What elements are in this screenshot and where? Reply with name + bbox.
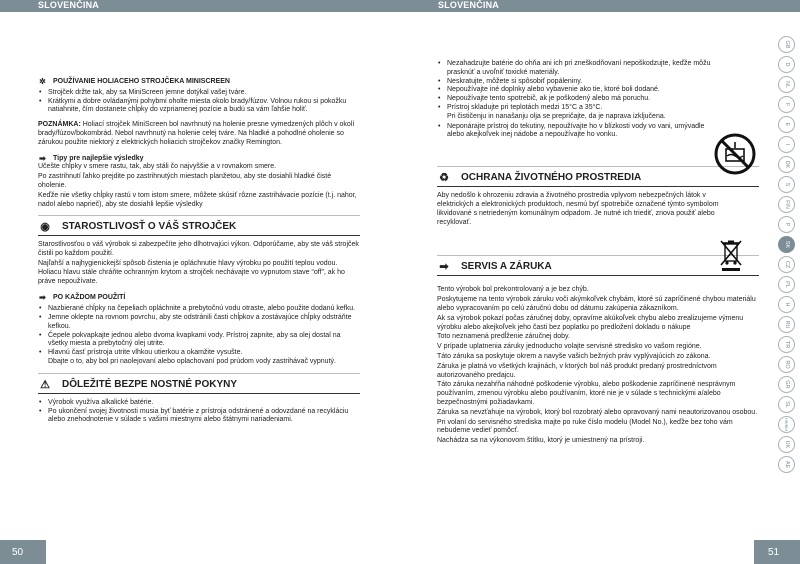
list-item: • Nepoužívajte tento spotrebič, ak je poškodený alebo má poruchu. (437, 95, 737, 104)
language-tab[interactable]: D (778, 56, 795, 73)
language-tab[interactable]: P (778, 216, 795, 233)
list-item: • Nazbierané chĺpky na čepeliach opláchnite a prebytočnú vodu otraste, alebo použite dodanú kefku. (38, 305, 360, 314)
list-item: • Nepoužívajte iné doplnky alebo vybavenie ako tie, ktoré boli dodané. (437, 86, 737, 95)
language-tab[interactable]: SL (778, 396, 795, 413)
service-line: Nachádza sa na výkonovom štítku, ktorý je umiestnený na prístroji. (437, 437, 645, 445)
divider (437, 166, 759, 167)
list-item: • Jemne oklepte na rovnom povrchu, aby ste odstránili časti chĺpkov a zostávajúce chĺpky odstráňte kefkou. (38, 314, 360, 332)
after-each-extra: Dbajte o to, aby bol pri naolejovaní alebo oplachovaní pod prúdom vody zastrihávač vypnutý. (48, 357, 336, 365)
header-bar-left (0, 0, 400, 12)
crossed-bin-icon (718, 238, 744, 272)
header-title-right: SLOVENČINA (438, 0, 500, 10)
no-water-icon (713, 132, 757, 176)
safety-list (38, 399, 360, 425)
safety-list-last (437, 123, 707, 141)
language-tab[interactable]: RU (778, 316, 795, 333)
arrow-right-icon: ➡ (39, 293, 46, 303)
footer-page-left (0, 540, 46, 564)
footer-page-right (754, 540, 800, 564)
gear-icon: ✲ (39, 77, 46, 86)
service-line: Táto záruka sa poskytuje okrem a navyše vašich bežných práv vyplývajúcich zo zákona. (437, 352, 711, 360)
care-heading: ◉ STAROSTLIVOSŤ O VÁŠ STROJČEK (38, 221, 360, 236)
right-page (437, 60, 759, 447)
service-line: Záruka sa nevzťahuje na výrobok, ktorý bol rozobratý alebo opravovaný nami neautorizovanou osobou. (437, 408, 758, 416)
header-bar-right (400, 0, 800, 12)
list-item: • Prístroj skladujte pri teplotách medzi 15°C a 35°C. (437, 104, 737, 113)
language-tab[interactable]: GR (778, 376, 795, 393)
language-tab[interactable]: TR (778, 336, 795, 353)
after-each-heading: ➡ PO KAŽDOM POUŽITÍ (39, 293, 126, 303)
service-line: Ak sa výrobok pokazí počas záručnej doby, opravíme akúkoľvek chybu alebo zrealizujeme výmenu výrobku alebo akejkoľvek jeho časti bez poplatku po predložení dokladu o nákupe (437, 314, 744, 331)
language-tab[interactable]: NL (778, 76, 795, 93)
service-line: Toto neznamená predĺženie záručnej doby. (437, 333, 570, 341)
care-paragraph: Starostlivosťou o váš výrobok si zabezpečíte jeho dlhotrvajúci výkon. Odporúčame, aby ste váš strojček čistili po každom použití. (38, 241, 359, 258)
page-number-right: 51 (768, 547, 780, 558)
env-heading: ♻ OCHRANA ŽIVOTNÉHO PROSTREDIA (437, 172, 759, 187)
recycle-icon: ♻ (439, 172, 449, 185)
divider (38, 215, 360, 216)
language-tab[interactable]: F (778, 96, 795, 113)
language-tab[interactable]: GB (778, 36, 795, 53)
list-item: • Hlavnú časť prístroja utrite vlhkou utierkou a okamžite vysušte. (38, 349, 360, 358)
list-item: • Po ukončení svojej životnosti musia byť batérie z prístroja odstránené a odovzdané na recykláciu alebo znehodnotenie v súlade s vašimi miestnymi alebo štátnymi nariadeniami. (38, 408, 360, 426)
list-item: • Výrobok využíva alkalické batérie. (38, 399, 360, 408)
service-line: Tento výrobok bol prekontrolovaný a je bez chýb. (437, 286, 589, 294)
language-tab[interactable]: HR/BIH (778, 416, 795, 433)
language-tab[interactable]: S (778, 176, 795, 193)
care-paragraph: Najľahší a najhygienickejší spôsob čistenia je opláchnutie hlavy výrobku po použití teplou vodou. Holiacu hlavu stále chráňte ochranným krytom a strojček nechávajte vo vypnutom stave “off”, ak ho práve nepoužívate. (38, 259, 345, 285)
service-line: Záruka je platná vo všetkých krajinách, v ktorých bol náš produkt predaný prostredníctvom autorizovaného predajcu. (437, 362, 717, 379)
service-line: Poskytujeme na tento výrobok záruku voči akýmkoľvek chybám, ktoré sú zapríčinené chybou materiálu alebo vypracovaním po celú záručnú dobu od dátumu zakúpenia zákazníkom. (437, 296, 756, 312)
tips-heading: ➡ Tipy pre najlepšie výsledky (39, 153, 144, 163)
language-tab[interactable]: CZ (778, 256, 795, 273)
tips-line: Učešte chĺpky v smere rastu, tak, aby stáli čo najvyššie a v rovnakom smere. (38, 163, 277, 171)
left-page (38, 78, 360, 425)
tips-line: Po zastrihnutí ľahko prejdite po zastrihnutých miestach planžetou, aby ste dosiahli hladké čisté oholenie. (38, 173, 332, 189)
language-tab[interactable]: RO (778, 356, 795, 373)
service-line: Táto záruka nezahŕňa náhodné poškodenie výrobku, alebo poškodenie zapríčinené nesprávnym používaním, zmenou výrobku alebo používaním, ktoré nie je v súlade s technickými a/alebo bezpečnostnými požiadavkami. (437, 381, 736, 406)
language-tab[interactable]: H (778, 296, 795, 313)
list-item: • Neskratujte, môžete si spôsobiť popáleniny. (437, 78, 737, 87)
language-tab[interactable]: PL (778, 276, 795, 293)
after-each-list (38, 305, 360, 358)
language-tab[interactable]: E (778, 116, 795, 133)
warning-icon: ⚠ (40, 378, 50, 391)
safety-extra: Pri čističenju in nanašanju olja se prepričajte, da je naprava izključena. (447, 112, 666, 120)
usage-note: POZNÁMKA: Holiací strojček MiniScreen bol navrhnutý na holenie presne vymedzených plôch v okolí brady/fúzov/bokombrád. Nebol navrhnutý na holenie celej tváre. Na hladké a pohodlné oholenie so zárukou použite niektorý z elektrických holiacich strojčekov značky Remington. (38, 121, 355, 146)
tips-line: Keďže nie všetky chĺpky rastú v tom istom smere, môžete skúsiť rôzne zastrihávacie pozície (t.j. nahor, nadol alebo naprieč), aby ste dosiahli lepšie výsledky (38, 191, 357, 208)
list-item: • Neponárajte prístroj do tekutiny, nepoužívajte ho v blízkosti vody vo vani, umývadle alebo akejkoľvek inej nádobe a nepoužívajte ho vonku. (437, 123, 707, 141)
service-heading: ➡ SERVIS A ZÁRUKA (437, 261, 759, 276)
divider (437, 255, 759, 256)
divider (38, 373, 360, 374)
language-tab[interactable]: FIN (778, 196, 795, 213)
language-tab[interactable]: I (778, 136, 795, 153)
header-title-left: SLOVENČINA (38, 0, 100, 10)
env-text: Aby nedošlo k ohrozeniu zdravia a životného prostredia vplyvom nebezpečných látok v elektrických a elektronických produktoch, nesmú byť spotrebiče označené týmto symbolom likvidované s netriedeným komunálnym odpadom. Je nutné ich triediť, znova použiť alebo recyklovať. (437, 192, 719, 226)
language-tab[interactable]: UK (778, 436, 795, 453)
list-item: • Krátkymi a dobre ovládanými pohybmi oholte miesta okolo brady/fúzov. Volnou rukou si pokožku natiahnite, čím dostanete chĺpky do vzpriamenej pozície a budú sa vám ľahšie holiť. (38, 98, 360, 116)
list-item: • Strojček držte tak, aby sa MiniScreen jemne dotýkal vašej tváre. (38, 89, 360, 98)
language-tab[interactable]: DK (778, 156, 795, 173)
arrow-right-icon: ➡ (439, 261, 449, 274)
service-line: V prípade uplatnenia záruky jednoducho volajte servisné stredisko vo vašom regióne. (437, 343, 702, 351)
language-tabs (776, 36, 796, 473)
safety-heading: ⚠ DÔLEŽITÉ BEZPE NOSTNÉ POKYNY (38, 379, 360, 394)
list-item: • Čepele pokvapkajte jednou alebo dvoma kvapkami vody. Prístroj zapnite, aby sa olej dostal na všetky miesta a prebytočný olej utrite. (38, 332, 360, 350)
usage-heading: ✲ POUŽÍVANIE HOLIACEHO STROJČEKA MINISCREEN (39, 77, 230, 86)
language-tab-active[interactable]: SK (778, 236, 795, 253)
page-number-left: 50 (12, 547, 24, 558)
arrow-right-icon: ➡ (39, 153, 46, 163)
usage-list (38, 89, 360, 115)
language-tab[interactable]: AE (778, 456, 795, 473)
service-line: Pri volaní do servisného strediska majte po ruke číslo modelu (Model No.), keďže bez toho vám nebudeme vedieť pomôcť. (437, 418, 733, 435)
service-text (437, 286, 759, 446)
list-item: • Nezahadzujte batérie do ohňa ani ich pri zneškodňovaní nepoškodzujte, keďže môžu prasknúť a uvoľniť toxické materiály. (437, 60, 737, 78)
eye-icon: ◉ (40, 221, 50, 234)
safety-list-continued (437, 60, 737, 113)
